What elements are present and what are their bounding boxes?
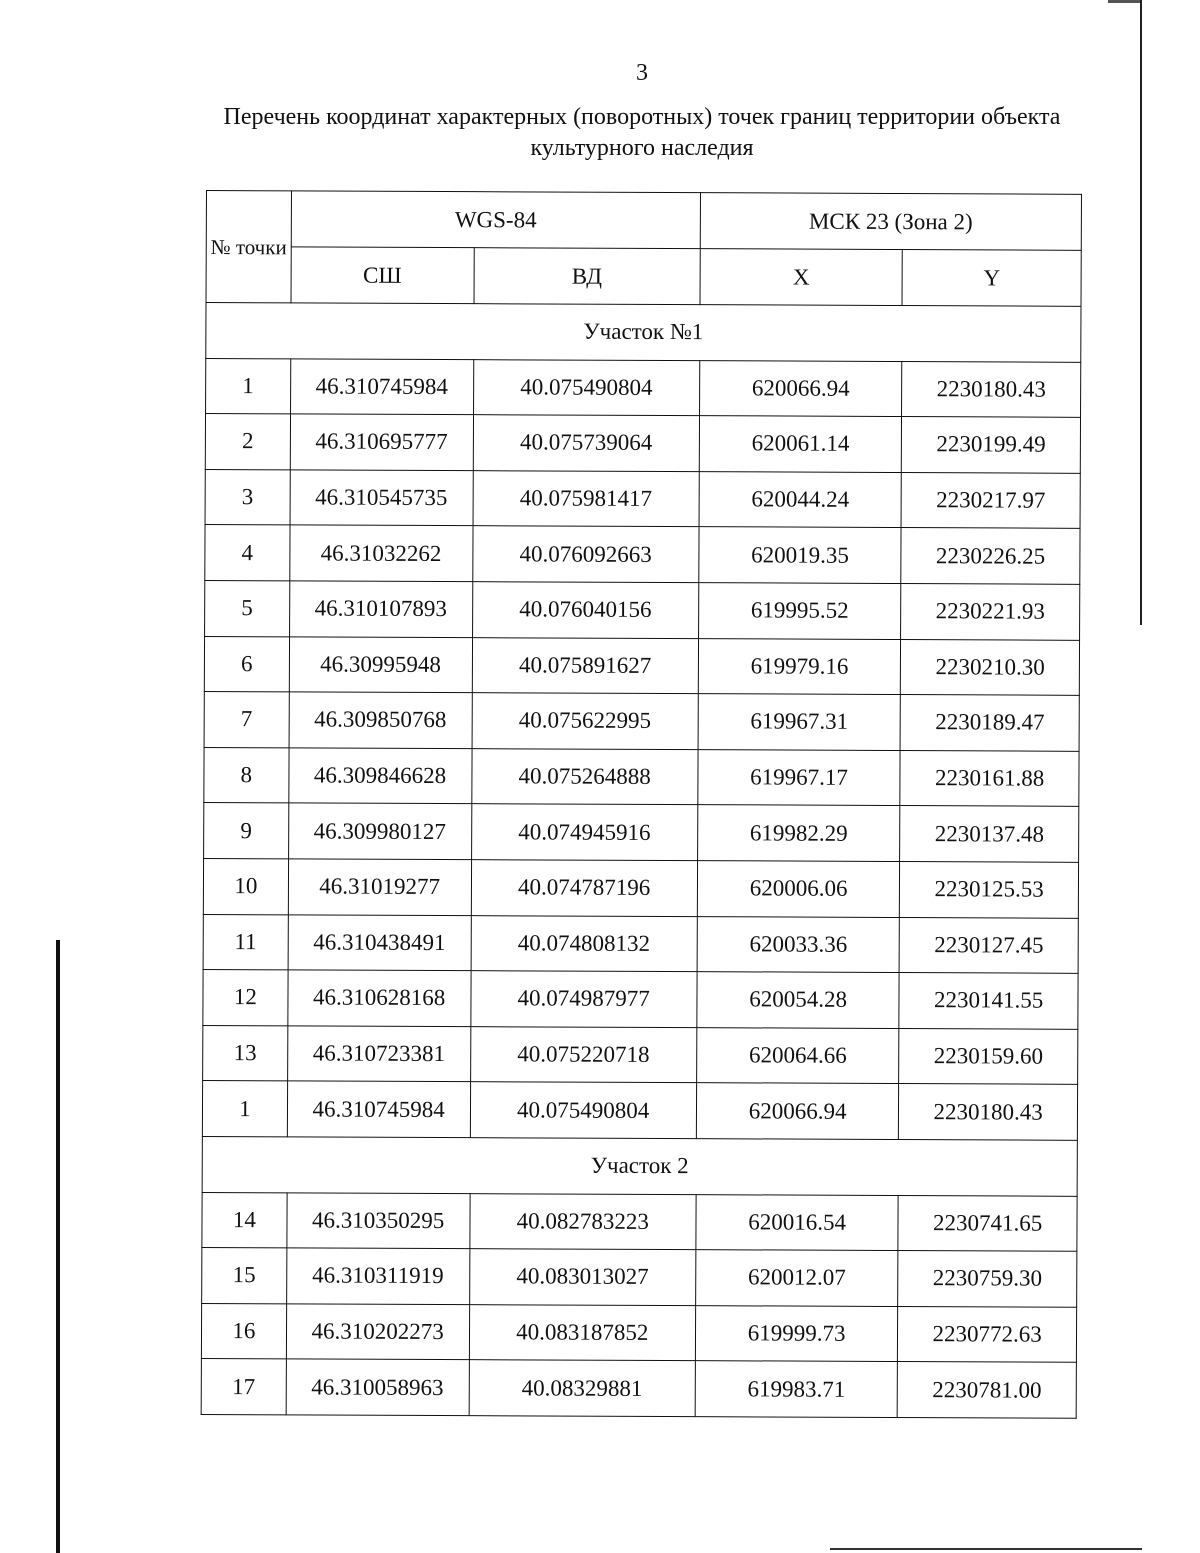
scan-artifact-top (1108, 0, 1140, 3)
cell-x: 620066.94 (696, 1083, 899, 1139)
cell-x: 620019.35 (699, 527, 902, 583)
header-y: Y (902, 250, 1081, 307)
cell-point-no: 8 (204, 747, 289, 803)
cell-y: 2230199.49 (902, 417, 1081, 473)
cell-x: 620044.24 (699, 471, 902, 527)
cell-lon: 40.075739064 (473, 415, 700, 472)
table-row (203, 1025, 1078, 1084)
cell-lon: 40.074987977 (470, 971, 697, 1028)
cell-point-no: 15 (202, 1248, 287, 1304)
cell-x: 619995.52 (699, 583, 902, 639)
cell-lat: 46.310745984 (290, 358, 473, 414)
cell-point-no: 5 (205, 580, 290, 636)
cell-point-no: 10 (203, 858, 288, 914)
cell-point-no: 4 (205, 525, 290, 581)
cell-x: 620006.06 (697, 861, 900, 917)
cell-lon: 40.083013027 (469, 1249, 696, 1306)
section-title: Участок 2 (202, 1136, 1077, 1195)
section-row (206, 303, 1081, 362)
cell-lat: 46.310695777 (290, 414, 473, 470)
cell-point-no: 3 (205, 469, 290, 525)
cell-point-no: 12 (203, 970, 288, 1026)
cell-x: 620061.14 (699, 416, 902, 472)
scan-edge-left (56, 940, 60, 1553)
table-row (204, 803, 1079, 862)
cell-x: 619999.73 (695, 1305, 898, 1361)
table-body (201, 303, 1081, 1419)
header-msk: МСК 23 (Зона 2) (700, 193, 1081, 251)
cell-lat: 46.30995948 (289, 636, 472, 692)
table-row (204, 692, 1079, 751)
cell-lon: 40.075490804 (470, 1082, 697, 1139)
cell-lat: 46.310058963 (286, 1359, 469, 1415)
table-row (202, 1248, 1077, 1307)
table-row (201, 1303, 1076, 1362)
cell-point-no: 1 (206, 358, 291, 414)
table-row (203, 970, 1078, 1029)
cell-lat: 46.31032262 (290, 525, 473, 581)
table-row (203, 914, 1078, 973)
header-point-no: № точки (206, 191, 291, 303)
cell-x: 620033.36 (697, 916, 900, 972)
cell-y: 2230141.55 (899, 973, 1078, 1029)
table-row (205, 469, 1080, 528)
cell-lat: 46.310202273 (286, 1304, 469, 1360)
table-row (206, 358, 1081, 417)
cell-lon: 40.083187852 (469, 1304, 696, 1361)
section-row (202, 1136, 1077, 1195)
cell-x: 620012.07 (696, 1250, 899, 1306)
cell-x: 619979.16 (698, 638, 901, 694)
cell-y: 2230221.93 (901, 584, 1080, 640)
cell-x: 620054.28 (697, 972, 900, 1028)
cell-lat: 46.310723381 (287, 1026, 470, 1082)
table-row (204, 636, 1079, 695)
cell-x: 620064.66 (697, 1027, 900, 1083)
cell-y: 2230226.25 (901, 528, 1080, 584)
cell-lat: 46.310107893 (289, 581, 472, 637)
cell-x: 619982.29 (698, 805, 901, 861)
cell-lat: 46.309846628 (289, 748, 472, 804)
cell-x: 619967.31 (698, 694, 901, 750)
cell-y: 2230137.48 (900, 806, 1079, 862)
header-lat: СШ (291, 247, 474, 304)
header-row-top (206, 191, 1081, 251)
header-wgs: WGS-84 (291, 191, 700, 249)
cell-lat: 46.31019277 (288, 859, 471, 915)
cell-point-no: 14 (202, 1192, 287, 1248)
header-lon: ВД (474, 248, 701, 305)
cell-point-no: 11 (203, 914, 288, 970)
table-row (205, 414, 1080, 473)
cell-lon: 40.074945916 (471, 804, 698, 861)
header-row-bottom (206, 247, 1081, 307)
cell-y: 2230189.47 (900, 695, 1079, 751)
cell-y: 2230781.00 (897, 1362, 1076, 1418)
cell-point-no: 16 (201, 1303, 286, 1359)
cell-point-no: 2 (205, 414, 290, 470)
cell-y: 2230180.43 (899, 1084, 1078, 1140)
cell-lat: 46.309980127 (288, 803, 471, 859)
section-title: Участок №1 (206, 303, 1081, 362)
cell-lat: 46.309850768 (289, 692, 472, 748)
cell-lon: 40.076092663 (472, 526, 699, 583)
cell-x: 620066.94 (699, 360, 902, 416)
cell-lon: 40.075891627 (472, 637, 699, 694)
cell-lat: 46.310628168 (288, 970, 471, 1026)
cell-y: 2230217.97 (901, 472, 1080, 528)
cell-lat: 46.310311919 (286, 1248, 469, 1304)
cell-x: 620016.54 (696, 1194, 899, 1250)
cell-lat: 46.310438491 (288, 914, 471, 970)
cell-lon: 40.08329881 (469, 1360, 696, 1417)
cell-point-no: 9 (204, 803, 289, 859)
cell-lat: 46.310350295 (287, 1192, 470, 1248)
scan-edge-bottom (830, 1548, 1142, 1550)
cell-lon: 40.075981417 (473, 470, 700, 527)
header-x: X (700, 249, 903, 306)
cell-lon: 40.074787196 (471, 860, 698, 917)
table-row (203, 858, 1078, 917)
page-title: Перечень координат характерных (поворотных) точек границ территории объекта культурного наследия (223, 104, 1061, 161)
coordinates-table (201, 190, 1082, 1419)
cell-x: 619967.17 (698, 749, 901, 805)
cell-lon: 40.075220718 (470, 1026, 697, 1083)
table-row (201, 1359, 1076, 1418)
table-row (204, 747, 1079, 806)
cell-y: 2230759.30 (898, 1251, 1077, 1307)
table-row (202, 1192, 1077, 1251)
cell-lon: 40.075622995 (472, 693, 699, 750)
cell-y: 2230210.30 (901, 639, 1080, 695)
cell-point-no: 6 (204, 636, 289, 692)
cell-lon: 40.075490804 (473, 359, 700, 416)
table-row (202, 1081, 1077, 1140)
cell-lat: 46.310545735 (290, 470, 473, 526)
cell-point-no: 1 (202, 1081, 287, 1137)
cell-lon: 40.074808132 (471, 915, 698, 972)
scan-edge-right (1140, 0, 1142, 625)
cell-point-no: 7 (204, 692, 289, 748)
cell-y: 2230159.60 (899, 1028, 1078, 1084)
cell-point-no: 13 (203, 1025, 288, 1081)
cell-x: 619983.71 (695, 1361, 898, 1417)
cell-lat: 46.310745984 (287, 1081, 470, 1137)
cell-y: 2230125.53 (900, 861, 1079, 917)
table-row (205, 525, 1080, 584)
cell-y: 2230180.43 (902, 361, 1081, 417)
cell-point-no: 17 (201, 1359, 286, 1415)
cell-lon: 40.075264888 (471, 748, 698, 805)
cell-y: 2230127.45 (899, 917, 1078, 973)
cell-lon: 40.082783223 (469, 1193, 696, 1250)
cell-lon: 40.076040156 (472, 582, 699, 639)
page-number: 3 (636, 60, 648, 86)
cell-y: 2230161.88 (900, 750, 1079, 806)
table-row (205, 580, 1080, 639)
cell-y: 2230772.63 (898, 1306, 1077, 1362)
cell-y: 2230741.65 (898, 1195, 1077, 1251)
